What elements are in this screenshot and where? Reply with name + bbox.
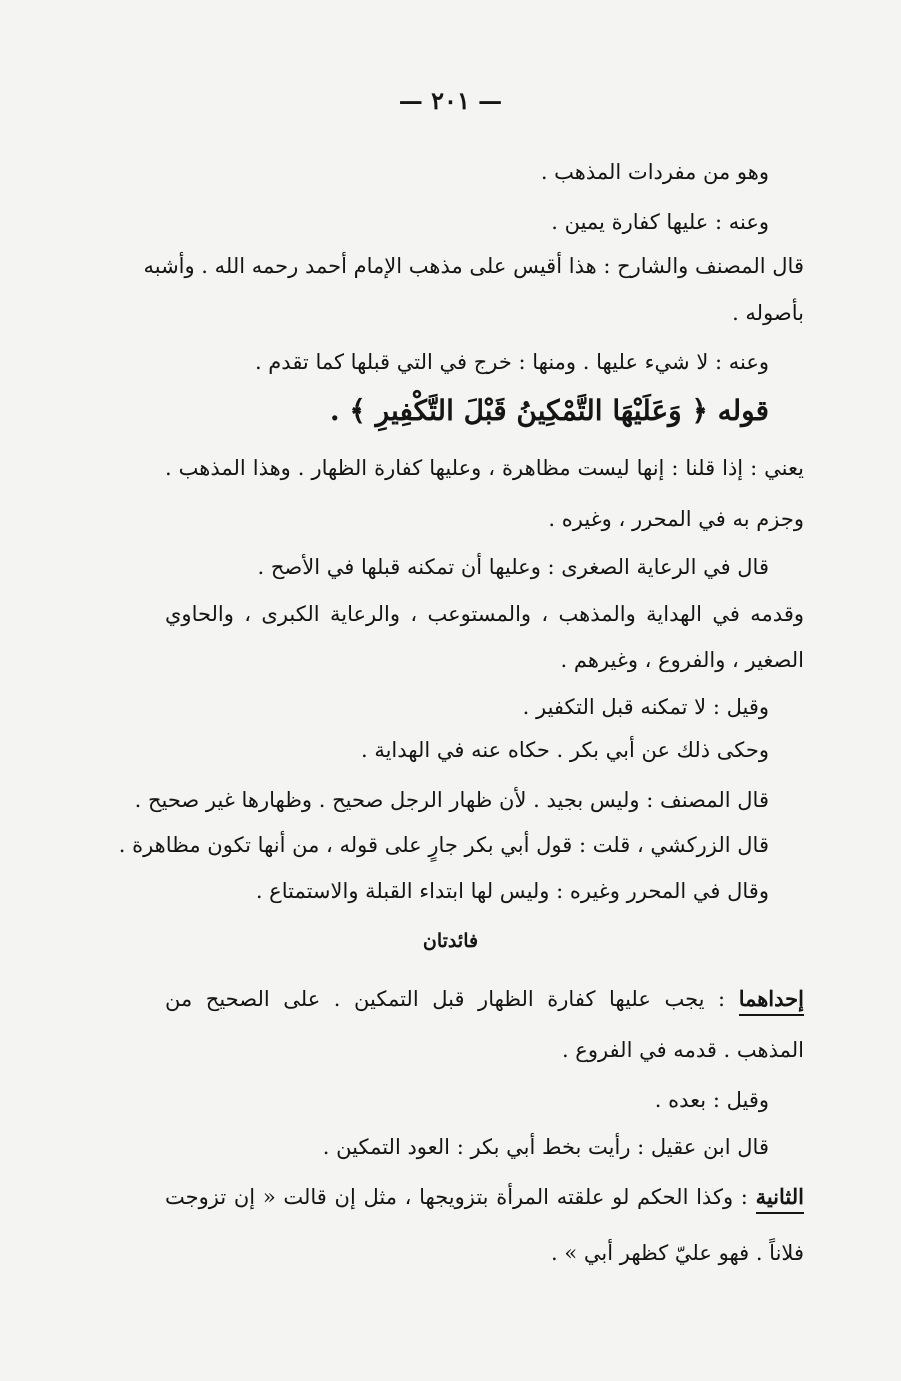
line-text: : وكذا الحكم لو علقته المرأة بتزويجها ، مثل إن قالت « إن تزوجت <box>165 1185 748 1209</box>
text-line: وجزم به في المحرر ، وغيره . <box>548 507 804 531</box>
text-line: يعني : إذا قلنا : إنها ليست مظاهرة ، وعليها كفارة الظهار . وهذا المذهب . <box>165 456 804 480</box>
text-line: المذهب . قدمه في الفروع . <box>561 1038 804 1062</box>
underlined-keyword: الثانية <box>755 1184 804 1209</box>
text-line: وقال في المحرر وغيره : وليس لها ابتداء القبلة والاستمتاع . <box>255 879 769 903</box>
text-line: وهو من مفردات المذهب . <box>540 160 769 184</box>
text-line: وعنه : عليها كفارة يمين . <box>551 210 769 234</box>
text-line: قال في الرعاية الصغرى : وعليها أن تمكنه قبلها في الأصح . <box>257 555 769 579</box>
text-line: بأصوله . <box>732 301 804 325</box>
underlined-keyword: إحداهما <box>738 986 804 1011</box>
text-line <box>165 988 804 1010</box>
page-number: — ٢٠١ — <box>398 86 503 115</box>
text-line: قال المصنف والشارح : هذا أقيس على مذهب الإمام أحمد رحمه الله . وأشبه <box>143 254 804 278</box>
text-line: وقيل : لا تمكنه قبل التكفير . <box>522 695 769 719</box>
section-heading: فائدتان <box>422 930 479 952</box>
text-line: قال ابن عقيل : رأيت بخط أبي بكر : العود التمكين . <box>322 1135 769 1159</box>
text-line: فلاناً . فهو عليّ كظهر أبي » . <box>551 1241 804 1265</box>
line-text: : يجب عليها كفارة الظهار قبل التمكين . على الصحيح من <box>165 987 726 1011</box>
text-line: وعنه : لا شيء عليها . ومنها : خرج في التي قبلها كما تقدم . <box>254 350 769 374</box>
text-line: قال المصنف : وليس بجيد . لأن ظهار الرجل صحيح . وظهارها غير صحيح . <box>134 788 769 812</box>
text-line: وحكى ذلك عن أبي بكر . حكاه عنه في الهداية . <box>360 738 769 762</box>
text-line <box>165 1186 804 1208</box>
text-line: قال الزركشي ، قلت : قول أبي بكر جارٍ على قوله ، من أنها تكون مظاهرة . <box>118 833 769 857</box>
quoted-verse-line: قوله ﴿ وَعَلَيْهَا التَّمْكِينُ قَبْلَ التَّكْفِيرِ ﴾ . <box>329 394 769 427</box>
text-line: الصغير ، والفروع ، وغيرهم . <box>560 648 804 672</box>
text-line: وقيل : بعده . <box>654 1088 769 1112</box>
text-line: وقدمه في الهداية والمذهب ، والمستوعب ، والرعاية الكبرى ، والحاوي <box>165 602 804 626</box>
